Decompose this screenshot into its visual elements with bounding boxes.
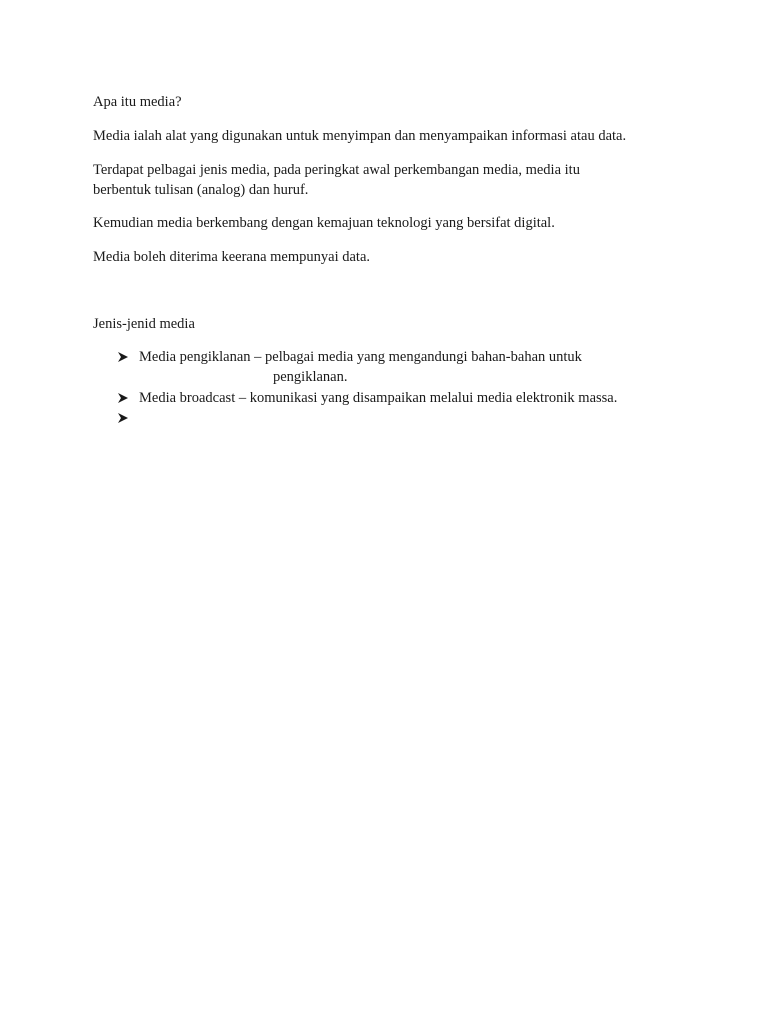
list-item-text: Media pengiklanan – pelbagai media yang mengandungi bahan-bahan untuk <box>139 349 582 365</box>
paragraph-definition: Media ialah alat yang digunakan untuk menyimpan dan menyampaikan informasi atau data. <box>93 128 627 144</box>
arrowhead-bullet-icon <box>117 412 129 424</box>
paragraph-data: Media boleh diterima keerana mempunyai data. <box>93 249 371 265</box>
paragraph-types-line-1: Terdapat pelbagai jenis media, pada peringkat awal perkembangan media, media itu <box>93 162 580 178</box>
arrowhead-bullet-icon <box>117 392 129 404</box>
paragraph-digital: Kemudian media berkembang dengan kemajuan teknologi yang bersifat digital. <box>93 215 555 231</box>
list-item-text: Media broadcast – komunikasi yang disampaikan melalui media elektronik massa. <box>139 390 618 406</box>
list-item-continuation: pengiklanan. <box>273 369 348 385</box>
paragraph-types-line-2: berbentuk tulisan (analog) dan huruf. <box>93 182 309 198</box>
section-title-jenis-media: Jenis-jenid media <box>93 316 195 332</box>
arrowhead-bullet-icon <box>117 351 129 363</box>
heading-apa-itu-media: Apa itu media? <box>93 94 182 110</box>
